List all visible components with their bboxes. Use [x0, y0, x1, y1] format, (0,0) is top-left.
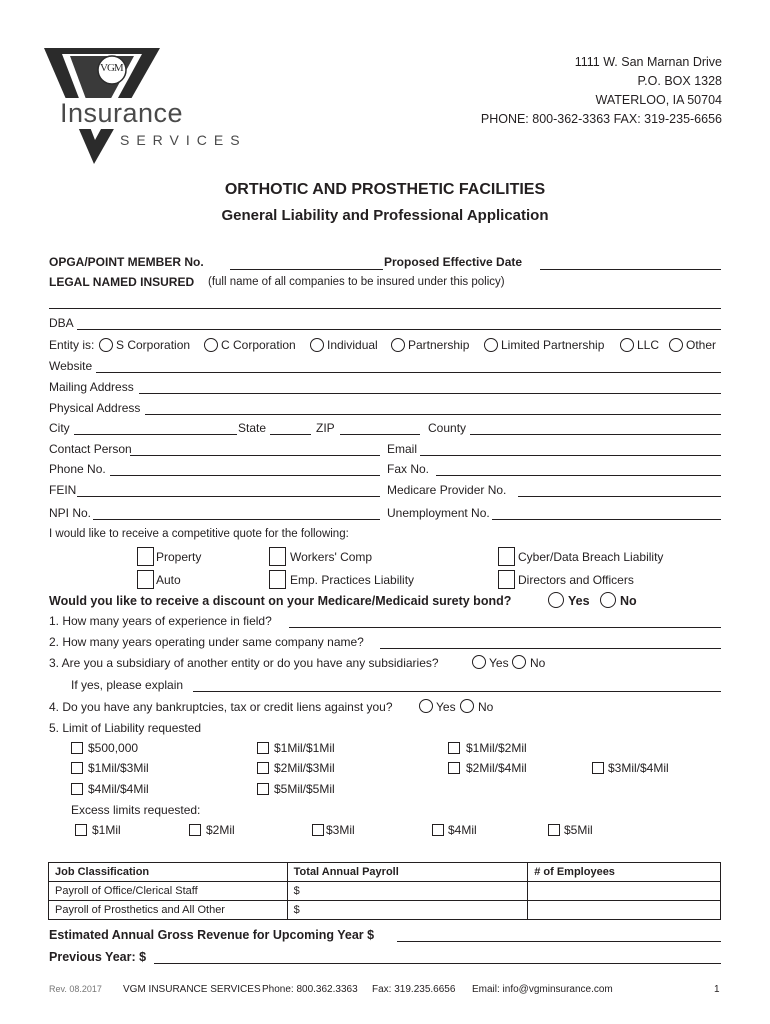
unemployment-label: Unemployment No.	[387, 506, 490, 520]
surety-yes-radio[interactable]	[548, 592, 564, 608]
excess-4mil-label: $4Mil	[448, 823, 477, 837]
limit-2-4-checkbox[interactable]	[448, 762, 460, 774]
medicare-provider-label: Medicare Provider No.	[387, 483, 507, 497]
quote-do-label: Directors and Officers	[518, 573, 634, 587]
quote-epl-label: Emp. Practices Liability	[290, 573, 415, 587]
limit-1-1-label: $1Mil/$1Mil	[274, 741, 335, 755]
email-field[interactable]	[420, 455, 721, 456]
payroll-row-2-job: Payroll of Prosthetics and All Other	[49, 901, 288, 920]
npi-field[interactable]	[93, 519, 380, 520]
npi-label: NPI No.	[49, 506, 92, 520]
table-row	[49, 882, 721, 901]
limit-1-2-checkbox[interactable]	[448, 742, 460, 754]
entity-llc-label: LLC	[637, 338, 660, 352]
quote-workers-comp-label: Workers' Comp	[290, 550, 373, 564]
question-4-yes-radio[interactable]	[419, 699, 433, 713]
entity-s-corp-radio[interactable]	[99, 338, 113, 352]
excess-1mil-label: $1Mil	[92, 823, 121, 837]
question-4-no-radio[interactable]	[460, 699, 474, 713]
mailing-address-field[interactable]	[139, 393, 721, 394]
quote-do-checkbox[interactable]	[498, 570, 515, 589]
entity-s-corp-label: S Corporation	[116, 338, 191, 352]
logo-word-services: SERVICES	[120, 132, 247, 148]
gross-revenue-label: Estimated Annual Gross Revenue for Upcoming Year $	[49, 928, 375, 942]
payroll-header-job: Job Classification	[49, 863, 288, 882]
previous-year-label: Previous Year: $	[49, 950, 147, 964]
payroll-header-payroll: Total Annual Payroll	[287, 863, 528, 882]
question-4-no-label: No	[478, 700, 494, 714]
fein-field[interactable]	[77, 496, 380, 497]
footer-company: VGM INSURANCE SERVICES	[123, 984, 261, 995]
dba-field[interactable]	[77, 329, 721, 330]
question-3-yes-label: Yes	[489, 656, 509, 670]
question-3-no-radio[interactable]	[512, 655, 526, 669]
fax-field[interactable]	[436, 475, 721, 476]
excess-3mil-label: $3Mil	[326, 823, 355, 837]
website-label: Website	[49, 359, 93, 373]
entity-llc-radio[interactable]	[620, 338, 634, 352]
county-field[interactable]	[470, 434, 721, 435]
question-4-yes-label: Yes	[436, 700, 456, 714]
limit-4-4-label: $4Mil/$4Mil	[88, 782, 149, 796]
opga-label: OPGA/POINT MEMBER No.	[49, 255, 204, 269]
zip-field[interactable]	[340, 434, 420, 435]
excess-5mil-label: $5Mil	[564, 823, 593, 837]
page-subtitle: General Liability and Professional Application	[221, 207, 549, 224]
surety-yes-label: Yes	[568, 594, 590, 608]
question-1: 1. How many years of experience in field?	[49, 614, 272, 628]
question-3-explain-label: If yes, please explain	[71, 678, 184, 692]
zip-label: ZIP	[316, 421, 335, 435]
logo	[40, 40, 255, 170]
page-title: ORTHOTIC AND PROSTHETIC FACILITIES	[224, 181, 546, 198]
question-3-explain-field[interactable]	[193, 691, 721, 692]
limit-1-2-label: $1Mil/$2Mil	[466, 741, 527, 755]
unemployment-field[interactable]	[492, 519, 721, 520]
entity-other-radio[interactable]	[669, 338, 683, 352]
city-field[interactable]	[74, 434, 237, 435]
contact-person-field[interactable]	[130, 455, 380, 456]
quote-auto-checkbox[interactable]	[137, 570, 154, 589]
quote-property-label: Property	[156, 550, 202, 564]
quote-intro: I would like to receive a competitive quote for the following:	[49, 528, 349, 540]
previous-year-field[interactable]	[154, 963, 721, 964]
effective-date-field[interactable]	[540, 269, 721, 270]
entity-partnership-label: Partnership	[408, 338, 470, 352]
entity-label: Entity is:	[49, 338, 95, 352]
surety-no-radio[interactable]	[600, 592, 616, 608]
limit-2-3-label: $2Mil/$3Mil	[274, 761, 335, 775]
payroll-header-employees: # of Employees	[528, 863, 721, 882]
payroll-row-1-job: Payroll of Office/Clerical Staff	[49, 882, 288, 901]
entity-lp-label: Limited Partnership	[501, 338, 605, 352]
address-line-4: PHONE: 800-362-3363 FAX: 319-235-6656	[480, 112, 722, 126]
excess-3mil-checkbox[interactable]	[312, 824, 324, 836]
state-label: State	[238, 421, 267, 435]
question-1-field[interactable]	[289, 627, 721, 628]
payroll-row-2-payroll[interactable]: $	[287, 901, 528, 920]
payroll-table	[48, 862, 721, 920]
address-line-1: 1111 W. San Marnan Drive	[574, 55, 722, 69]
excess-4mil-checkbox[interactable]	[432, 824, 444, 836]
limit-4-4-checkbox[interactable]	[71, 783, 83, 795]
question-2-field[interactable]	[380, 648, 721, 649]
quote-cyber-checkbox[interactable]	[498, 547, 515, 566]
limit-500k-checkbox[interactable]	[71, 742, 83, 754]
company-address	[481, 53, 722, 129]
footer-rev: Rev. 08.2017	[49, 984, 102, 994]
quote-cyber-label: Cyber/Data Breach Liability	[518, 550, 664, 564]
surety-no-label: No	[620, 594, 637, 608]
footer-fax: Fax: 319.235.6656	[372, 984, 456, 995]
effective-date-label: Proposed Effective Date	[384, 255, 523, 269]
county-label: County	[428, 421, 467, 435]
quote-property-checkbox[interactable]	[137, 547, 154, 566]
quote-workers-comp-checkbox[interactable]	[269, 547, 286, 566]
contact-person-label: Contact Person	[49, 442, 132, 456]
payroll-row-1-payroll[interactable]: $	[287, 882, 528, 901]
limit-1-1-checkbox[interactable]	[257, 742, 269, 754]
medicare-provider-field[interactable]	[518, 496, 721, 497]
limit-5-5-checkbox[interactable]	[257, 783, 269, 795]
email-label: Email	[387, 442, 418, 456]
limit-1-3-checkbox[interactable]	[71, 762, 83, 774]
dba-label: DBA	[49, 316, 74, 330]
question-2: 2. How many years operating under same company name?	[49, 635, 364, 649]
payroll-table-header	[49, 863, 721, 882]
entity-lp-radio[interactable]	[484, 338, 498, 352]
gross-revenue-field[interactable]	[397, 941, 721, 942]
limit-2-3-checkbox[interactable]	[257, 762, 269, 774]
question-3-no-label: No	[530, 656, 546, 670]
excess-5mil-checkbox[interactable]	[548, 824, 560, 836]
fein-label: FEIN	[49, 483, 77, 497]
question-3: 3. Are you a subsidiary of another entity or do you have any subsidiaries?	[49, 656, 439, 670]
logo-word-insurance: Insurance	[60, 98, 184, 128]
phone-label: Phone No.	[49, 462, 106, 476]
surety-question: Would you like to receive a discount on your Medicare/Medicaid surety bond?	[49, 594, 512, 608]
question-3-yes-radio[interactable]	[472, 655, 486, 669]
entity-c-corp-radio[interactable]	[204, 338, 218, 352]
question-5: 5. Limit of Liability requested	[49, 721, 202, 735]
footer-email: Email: info@vgminsurance.com	[472, 984, 613, 995]
website-field[interactable]	[96, 372, 721, 373]
limit-2-4-label: $2Mil/$4Mil	[466, 761, 527, 775]
city-label: City	[49, 421, 70, 435]
legal-insured-label: LEGAL NAMED INSURED	[49, 275, 195, 289]
limit-500k-label: $500,000	[88, 741, 139, 755]
excess-2mil-label: $2Mil	[206, 823, 235, 837]
quote-epl-checkbox[interactable]	[269, 570, 286, 589]
payroll-row-1-employees[interactable]	[528, 882, 721, 901]
state-field[interactable]	[270, 434, 311, 435]
logo-monogram: VGM	[100, 62, 123, 74]
fax-label: Fax No.	[387, 462, 430, 476]
payroll-row-2-employees[interactable]	[528, 901, 721, 920]
opga-field[interactable]	[230, 269, 383, 270]
legal-insured-note: (full name of all companies to be insured under this policy)	[208, 276, 505, 288]
entity-c-corp-label: C Corporation	[221, 338, 296, 352]
entity-individual-radio[interactable]	[310, 338, 324, 352]
phone-field[interactable]	[110, 475, 380, 476]
limit-3-4-checkbox[interactable]	[592, 762, 604, 774]
footer-page-number: 1	[714, 984, 720, 995]
limit-3-4-label: $3Mil/$4Mil	[608, 761, 669, 775]
question-4: 4. Do you have any bankruptcies, tax or credit liens against you?	[49, 700, 393, 714]
address-line-2: P.O. BOX 1328	[637, 74, 722, 88]
excess-2mil-checkbox[interactable]	[189, 824, 201, 836]
table-row	[49, 901, 721, 920]
excess-label: Excess limits requested:	[71, 803, 201, 817]
footer-phone: Phone: 800.362.3363	[262, 984, 358, 995]
entity-individual-label: Individual	[327, 338, 378, 352]
limit-5-5-label: $5Mil/$5Mil	[274, 782, 335, 796]
entity-partnership-radio[interactable]	[391, 338, 405, 352]
excess-1mil-checkbox[interactable]	[75, 824, 87, 836]
mailing-address-label: Mailing Address	[49, 380, 134, 394]
address-line-3: WATERLOO, IA 50704	[595, 93, 722, 107]
physical-address-field[interactable]	[145, 414, 721, 415]
physical-address-label: Physical Address	[49, 401, 141, 415]
legal-insured-field[interactable]	[49, 308, 721, 309]
quote-auto-label: Auto	[156, 573, 181, 587]
limit-1-3-label: $1Mil/$3Mil	[88, 761, 149, 775]
entity-other-label: Other	[686, 338, 717, 352]
